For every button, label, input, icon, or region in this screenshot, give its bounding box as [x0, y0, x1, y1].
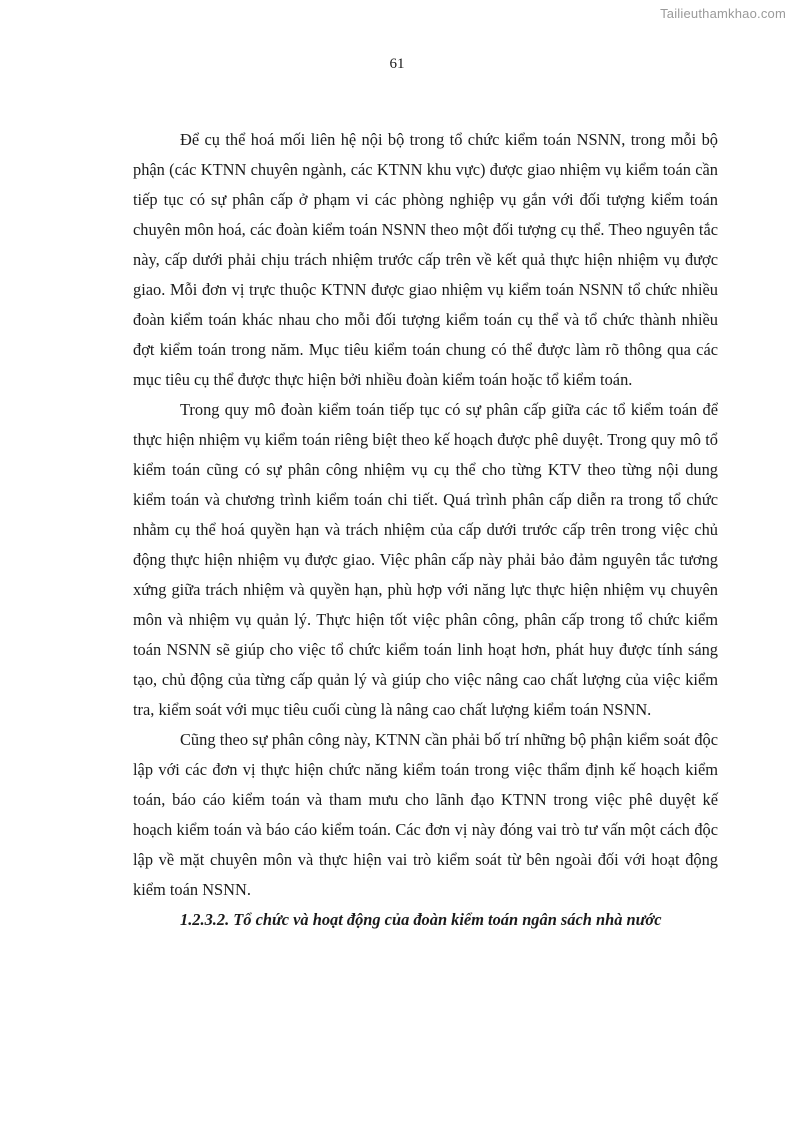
page-number: 61 [389, 56, 405, 72]
watermark: Tailieuthamkhao.com [660, 6, 786, 21]
section-heading: 1.2.3.2. Tổ chức và hoạt động của đoàn kiểm toán ngân sách nhà nước [180, 910, 662, 929]
document-body [133, 125, 718, 935]
paragraph: Để cụ thể hoá mối liên hệ nội bộ trong tổ chức kiểm toán NSNN, trong mỗi bộ phận (các KTNN chuyên ngành, các KTNN khu vực) được giao nhiệm vụ kiểm toán cần tiếp tục có sự phân cấp ở phạm vi các phòng nghiệp vụ gắn với đối tượng kiểm toán chuyên môn hoá, các đoàn kiểm toán NSNN theo một đối tượng cụ thể. Theo nguyên tắc này, cấp dưới phải chịu trách nhiệm trước cấp trên về kết quả thực hiện nhiệm vụ được giao. Mỗi đơn vị trực thuộc KTNN được giao nhiệm vụ kiểm toán NSNN tổ chức nhiều đoàn kiểm toán khác nhau cho mỗi đối tượng kiểm toán cụ thể và tổ chức thành nhiều đợt kiểm toán trong năm. Mục tiêu kiểm toán chung có thể được làm rõ thông qua các mục tiêu cụ thể được thực hiện bởi nhiều đoàn kiểm toán hoặc tổ kiểm toán. [133, 130, 718, 389]
paragraph: Trong quy mô đoàn kiểm toán tiếp tục có sự phân cấp giữa các tổ kiểm toán để thực hiện nhiệm vụ kiểm toán riêng biệt theo kế hoạch được phê duyệt. Trong quy mô tổ kiểm toán cũng có sự phân công nhiệm vụ cụ thể cho từng KTV theo từng nội dung kiểm toán và chương trình kiểm toán chi tiết. Quá trình phân cấp diễn ra trong tổ chức nhằm cụ thể hoá quyền hạn và trách nhiệm của cấp dưới trước cấp trên trong việc chủ động thực hiện nhiệm vụ được giao. Việc phân cấp này phải bảo đảm nguyên tắc tương xứng giữa trách nhiệm và quyền hạn, phù hợp với năng lực thực hiện nhiệm vụ chuyên môn và nhiệm vụ quản lý. Thực hiện tốt việc phân công, phân cấp trong tổ chức kiểm toán NSNN sẽ giúp cho việc tổ chức kiểm toán linh hoạt hơn, phát huy được tính sáng tạo, chủ động của từng cấp quản lý và giúp cho việc nâng cao chất lượng của việc kiểm tra, kiểm soát với mục tiêu cuối cùng là nâng cao chất lượng kiểm toán NSNN. [133, 400, 718, 719]
paragraph: Cũng theo sự phân công này, KTNN cần phải bố trí những bộ phận kiểm soát độc lập với các đơn vị thực hiện chức năng kiểm toán trong việc thẩm định kế hoạch kiểm toán, báo cáo kiểm toán và tham mưu cho lãnh đạo KTNN trong việc phê duyệt kế hoạch kiểm toán và báo cáo kiểm toán. Các đơn vị này đóng vai trò tư vấn một cách độc lập về mặt chuyên môn và thực hiện vai trò kiểm soát từ bên ngoài đối với hoạt động kiểm toán NSNN. [133, 730, 718, 899]
